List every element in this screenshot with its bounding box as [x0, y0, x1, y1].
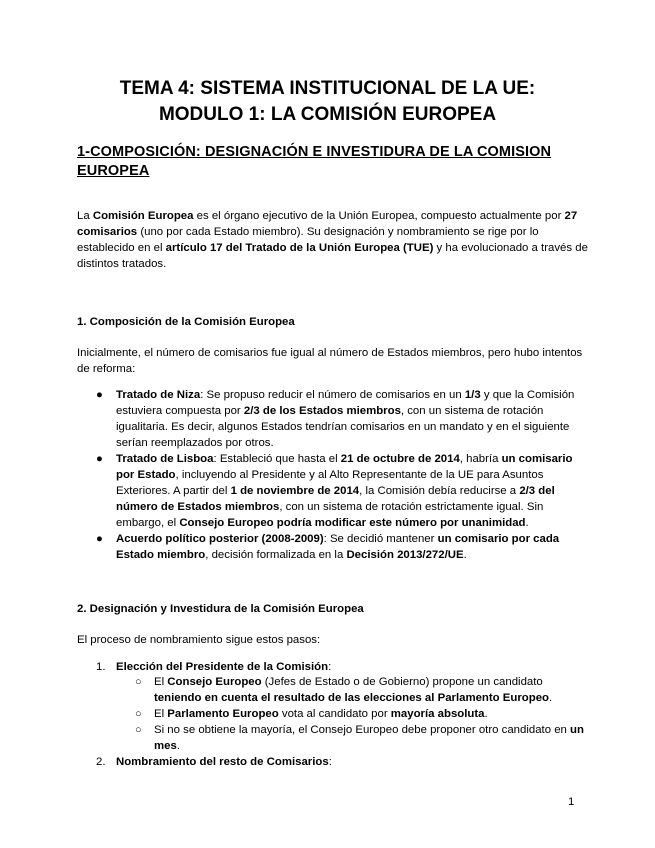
step-1-sub-1: El Consejo Europeo (Jefes de Estado o de Gobierno) propone un candidato teniendo en cuenta el resultado de las elecciones al Parlamento Europeo. — [154, 676, 553, 704]
sub-bullet-icon: ○ — [135, 708, 142, 720]
step-number: 2. — [96, 756, 106, 768]
step-1-sub-2: El Parlamento Europeo vota al candidato por mayoría absoluta. — [154, 708, 488, 720]
bullet-icon: ● — [96, 533, 103, 545]
designation-heading: 2. Designación y Investidura de la Comisión Europea — [77, 603, 364, 615]
section-title-line-2: EUROPEA — [77, 163, 150, 179]
intro-paragraph: La Comisión Europea es el órgano ejecutivo de la Unión Europea, compuesto actualmente por 27 comisarios (uno por cada Estado miembro). Su designación y nombramiento se rige por lo establecido en el artículo 17 del Tratado de la Unión Europea (TUE) y ha evolucionado a través de distintos tratados. — [77, 210, 588, 270]
bullet-lisboa: Tratado de Lisboa: Estableció que hasta el 21 de octubre de 2014, habría un comisario por Estado, incluyendo al Presidente y al Alto Representante de la UE para Asuntos Exteriores. A partir del 1 de noviembre de 2014, la Comisión debía reducirse a 2/3 del número de Estados miembros, con un sistema de rotación estrictamente igual. Sin embargo, el Consejo Europeo podría modificar este número por unanimidad. — [116, 453, 573, 529]
section-title-line-1: 1-COMPOSICIÓN: DESIGNACIÓN E INVESTIDURA DE LA COMISION — [77, 144, 552, 160]
sub-bullet-icon: ○ — [135, 724, 142, 736]
bullet-icon: ● — [96, 453, 103, 465]
composition-heading: 1. Composición de la Comisión Europea — [77, 316, 295, 328]
bullet-acuerdo: Acuerdo político posterior (2008-2009): Se decidió mantener un comisario por cada Estado miembro, decisión formalizada en la Decisión 2013/272/UE. — [116, 533, 560, 561]
page-number: 1 — [568, 796, 575, 808]
step-1-label: Elección del Presidente de la Comisión: — [116, 661, 332, 673]
title-line-1: TEMA 4: SISTEMA INSTITUCIONAL DE LA UE: — [119, 78, 536, 99]
title-line-2: MODULO 1: LA COMISIÓN EUROPEA — [158, 104, 497, 125]
bullet-niza: Tratado de Niza: Se propuso reducir el número de comisarios en un 1/3 y que la Comisión estuviera compuesta por 2/3 de los Estados miembros, con un sistema de rotación igualitaria. Es decir, algunos Estados tendrían comisarios en un mandato y en el siguiente serían reemplazados por otros. — [116, 389, 575, 449]
composition-intro: Inicialmente, el número de comisarios fue igual al número de Estados miembros, pero hubo intentos de reforma: — [77, 347, 583, 375]
step-1-sub-3: Si no se obtiene la mayoría, el Consejo Europeo debe proponer otro candidato en un mes. — [154, 724, 584, 752]
bullet-icon: ● — [96, 389, 103, 401]
designation-intro: El proceso de nombramiento sigue estos pasos: — [77, 634, 321, 646]
step-2-label: Nombramiento del resto de Comisarios: — [116, 756, 332, 768]
step-number: 1. — [96, 661, 106, 673]
sub-bullet-icon: ○ — [135, 676, 142, 688]
